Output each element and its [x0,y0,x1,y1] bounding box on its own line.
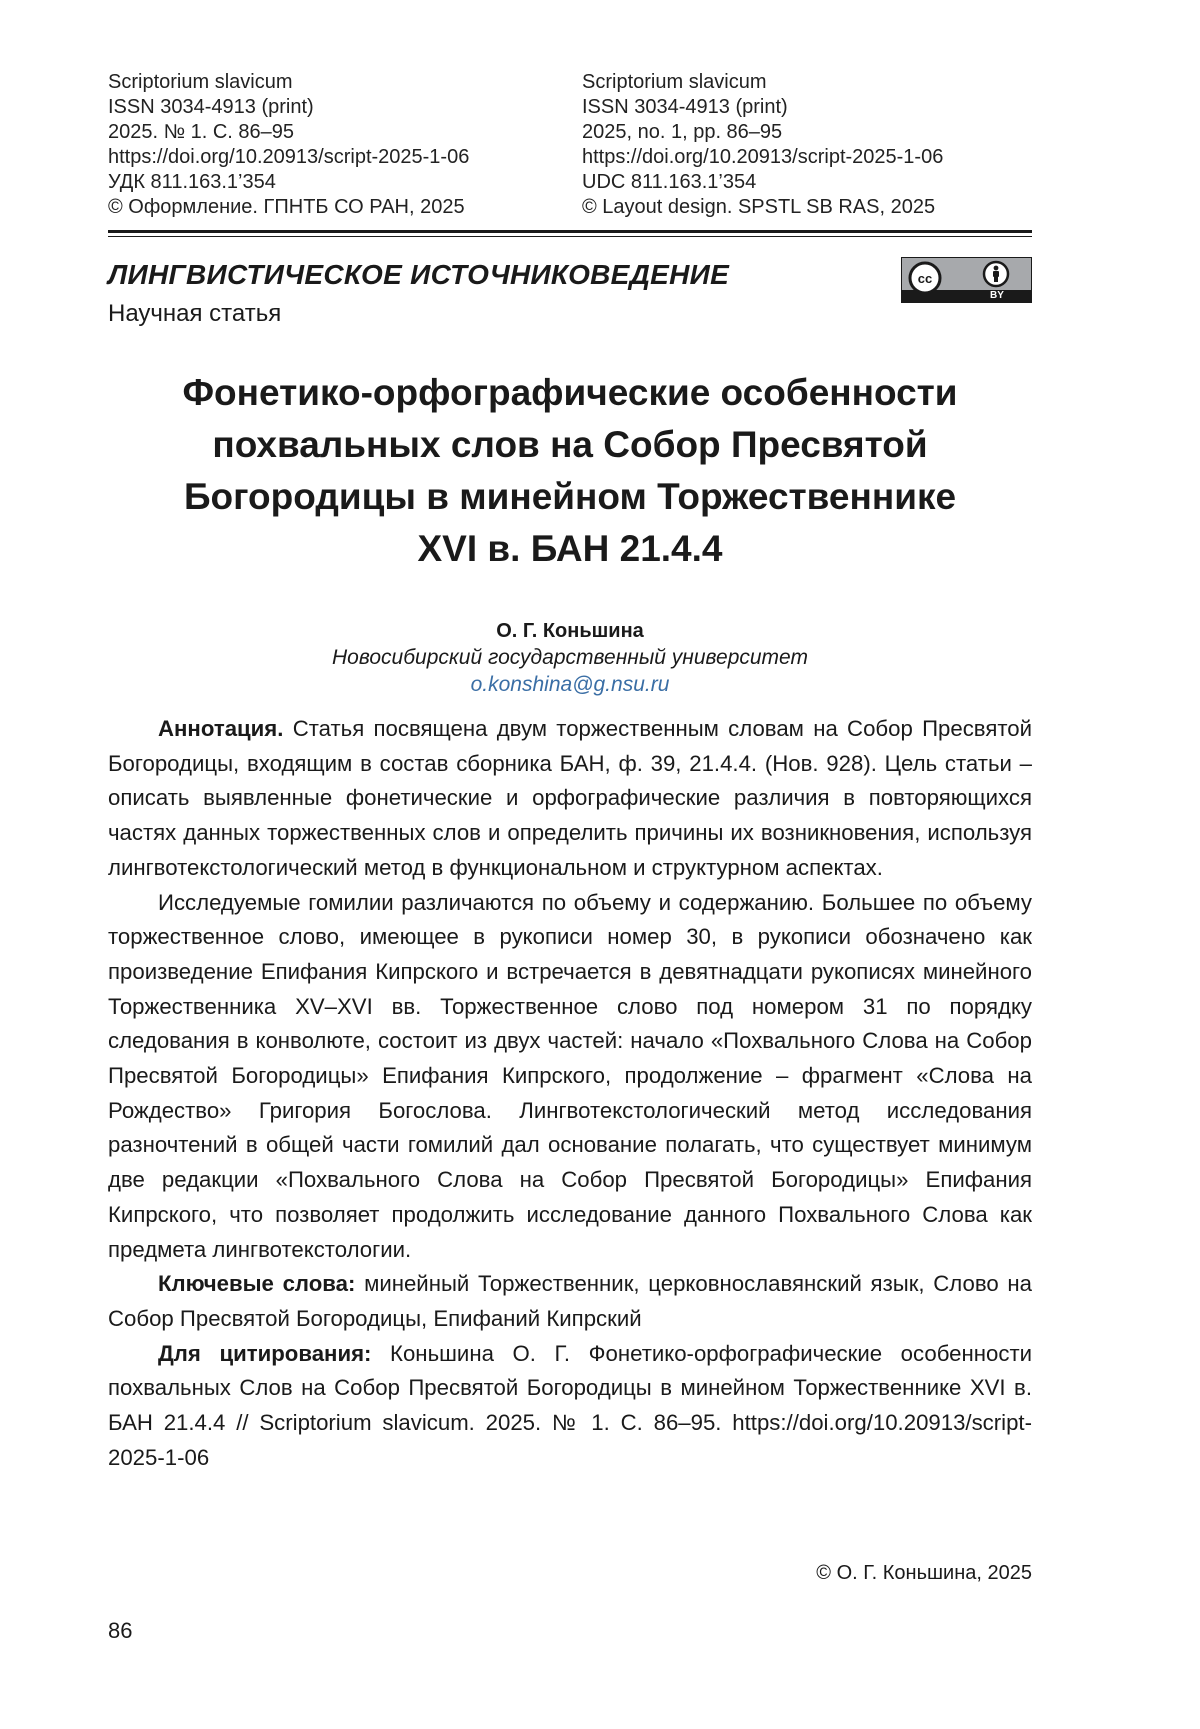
title-line: похвальных слов на Собор Пресвятой [212,424,928,465]
page-number: 86 [108,1618,133,1643]
issn: ISSN 3034-4913 (print) [108,96,314,118]
keywords-text: минейный Торжественник, церковнославянский язык, Слово на Собор Пресвятой Богородицы, Епифаний Кипрский [108,1271,1032,1331]
header-right-meta [582,70,943,220]
abstract-label: Аннотация. [158,716,284,741]
journal-name: Scriptorium slavicum [108,71,293,93]
header-rule-thin [108,236,1032,237]
cc-by-license-badge[interactable] [901,257,1032,303]
abstract-block [108,712,1032,1475]
doi-link[interactable]: https://doi.org/10.20913/script-2025-1-06 [108,146,470,168]
author-name: О. Г. Коньшина [496,620,644,642]
abstract-paragraph [108,712,1032,886]
cc-icon [908,261,942,295]
author-affiliation: Новосибирский государственный университет [332,646,808,669]
layout-copyright: © Оформление. ГПНТБ СО РАН, 2025 [108,196,465,218]
section-title: ЛИНГВИСТИЧЕСКОЕ ИСТОЧНИКОВЕДЕНИЕ [108,259,730,290]
issn-en: ISSN 3034-4913 (print) [582,96,788,118]
udc-en: UDC 811.163.1’354 [582,171,757,193]
header-left-meta [108,70,469,220]
abstract-text: Статья посвящена двум торжественным словам на Собор Пресвятой Богородицы, входящим в состав сборника БАН, ф. 39, 21.4.4. (Нов. 928). Цель статьи – описать выявленные фонетические и орфографические различия в повторяющихся частях данных торжественных слов и определить причины их возникновения, используя лингвотекстологический метод в функциональном и структурном аспектах. [108,716,1032,880]
issue-pages-en: 2025, no. 1, pp. 86–95 [582,121,783,143]
citation-paragraph [108,1337,1032,1476]
article-title [120,367,1020,575]
udc: УДК 811.163.1’354 [108,171,276,193]
title-line: XVI в. БАН 21.4.4 [417,528,723,569]
title-line: Богородицы в минейном Торжественнике [183,476,957,517]
journal-name-en: Scriptorium slavicum [582,71,767,93]
title-line: Фонетико-орфографические особенности [182,372,958,413]
layout-copyright-en: © Layout design. SPSTL SB RAS, 2025 [582,196,936,218]
citation-text: Коньшина О. Г. Фонетико-орфографические особенности похвальных Слов на Собор Пресвятой Богородицы в минейном Торжественнике XVI в. БАН 21.4.4 // Scriptorium slavicum. 2025. № 1. С. 86–95. https://doi.org/10.20913/script-2025-1-06 [108,1340,1032,1470]
issue-pages: 2025. № 1. С. 86–95 [108,121,295,143]
citation-label: Для цитирования: [158,1340,372,1366]
doi-link-en[interactable]: https://doi.org/10.20913/script-2025-1-06 [582,146,944,168]
person-icon [982,260,1010,288]
header-rule-thick [108,230,1032,233]
author-copyright: © О. Г. Коньшина, 2025 [816,1562,1032,1584]
by-label: BY [990,290,1004,301]
author-email-link[interactable]: o.konshina@g.nsu.ru [470,673,670,696]
keywords-label: Ключевые слова: [158,1271,356,1297]
abstract-paragraph-2: Исследуемые гомилии различаются по объему и содержанию. Большее по объему торжественное слово, имеющее в рукописи номер 30, в рукописи обозначено как произведение Епифания Кипрского и встречается в девятнадцати рукописях минейного Торжественника XV–XVI вв. Торжественное слово под номером 31 по порядку следования в конволюте, состоит из двух частей: начало «Похвального Слова на Собор Пресвятой Богородицы» Епифания Кипрского, продолжение – фрагмент «Слова на Рождество» Григория Богослова. Лингвотекстологический метод исследования разночтений в общей части гомилий дал основание полагать, что существует минимум две редакции «Похвального Слова на Собор Пресвятой Богородицы» Епифания Кипрского, что позволяет продолжить исследование данного Похвального Слова как предмета лингвотекстологии. [108,889,1032,1262]
article-type: Научная статья [108,300,282,327]
svg-text:cc: cc [917,271,933,286]
keywords-paragraph [108,1267,1032,1336]
